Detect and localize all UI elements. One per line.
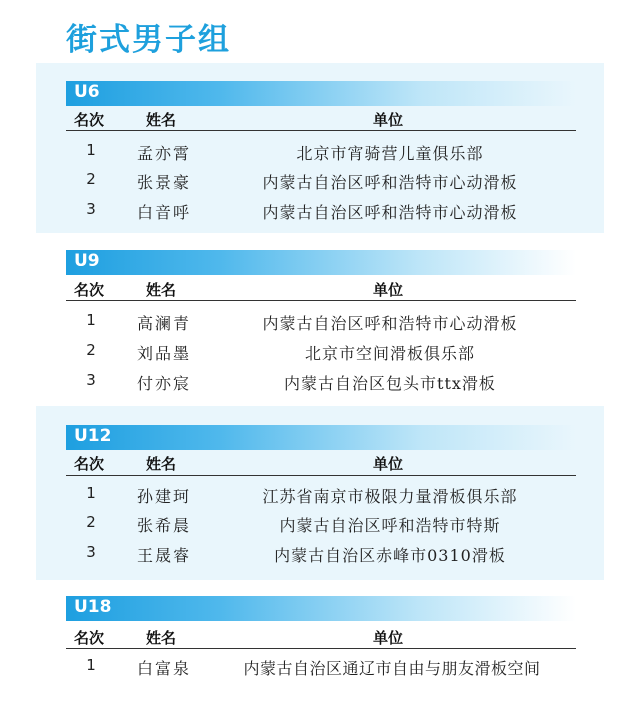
group-header-bar [66, 596, 576, 621]
cell-name: 刘品墨 [136, 344, 191, 363]
col-header-unit: 单位 [373, 111, 404, 129]
cell-rank: 3 [86, 543, 96, 561]
col-header-name: 姓名 [146, 455, 177, 473]
cell-unit: 内蒙古自治区呼和浩特市心动滑板 [262, 203, 518, 222]
cell-rank: 2 [86, 341, 96, 359]
group-header-bar [66, 250, 576, 275]
group-panel-u6 [36, 63, 604, 233]
group-label: U9 [74, 251, 100, 271]
cell-name: 王晟睿 [136, 546, 191, 565]
group-header-bar [66, 81, 576, 106]
col-header-rank: 名次 [74, 111, 105, 129]
cell-unit: 北京市宵骑营儿童俱乐部 [296, 144, 484, 163]
cell-rank: 3 [86, 200, 96, 218]
cell-unit: 北京市空间滑板俱乐部 [304, 344, 475, 363]
group-header-bar [66, 425, 576, 450]
col-header-name: 姓名 [146, 629, 177, 647]
cell-name: 付亦宸 [136, 374, 191, 393]
cell-name: 张希晨 [136, 516, 191, 535]
col-header-rank: 名次 [74, 281, 105, 299]
page-title: 街式男子组 [66, 22, 231, 58]
cell-unit: 内蒙古自治区包头市ttx滑板 [284, 374, 496, 393]
col-header-unit: 单位 [373, 629, 404, 647]
cell-name: 白音呼 [136, 203, 191, 222]
group-label: U12 [74, 426, 112, 446]
cell-name: 孙建珂 [136, 487, 191, 506]
col-header-rank: 名次 [74, 629, 105, 647]
col-header-name: 姓名 [146, 281, 177, 299]
group-panel-u9 [36, 233, 604, 406]
col-header-rank: 名次 [74, 455, 105, 473]
header-rule [66, 475, 576, 476]
col-header-name: 姓名 [146, 111, 177, 129]
col-header-unit: 单位 [373, 281, 404, 299]
cell-rank: 2 [86, 513, 96, 531]
group-label: U18 [74, 597, 112, 617]
cell-unit: 江苏省南京市极限力量滑板俱乐部 [262, 487, 518, 506]
cell-name: 张景豪 [136, 173, 191, 192]
cell-rank: 1 [86, 484, 96, 502]
header-rule [66, 300, 576, 301]
group-panel-u18 [36, 580, 604, 700]
cell-unit: 内蒙古自治区通辽市自由与朋友滑板空间 [243, 659, 541, 678]
header-rule [66, 130, 576, 131]
cell-rank: 1 [86, 656, 96, 674]
cell-unit: 内蒙古自治区赤峰市0310滑板 [274, 546, 506, 565]
cell-unit: 内蒙古自治区呼和浩特市心动滑板 [262, 314, 518, 333]
header-rule [66, 648, 576, 649]
cell-name: 孟亦霄 [136, 144, 191, 163]
cell-name: 白富泉 [136, 659, 191, 678]
cell-rank: 1 [86, 311, 96, 329]
cell-rank: 1 [86, 141, 96, 159]
cell-name: 高澜青 [136, 314, 191, 333]
cell-rank: 2 [86, 170, 96, 188]
cell-unit: 内蒙古自治区呼和浩特市特斯 [279, 516, 501, 535]
col-header-unit: 单位 [373, 455, 404, 473]
group-label: U6 [74, 82, 100, 102]
cell-unit: 内蒙古自治区呼和浩特市心动滑板 [262, 173, 518, 192]
group-panel-u12 [36, 406, 604, 580]
cell-rank: 3 [86, 371, 96, 389]
